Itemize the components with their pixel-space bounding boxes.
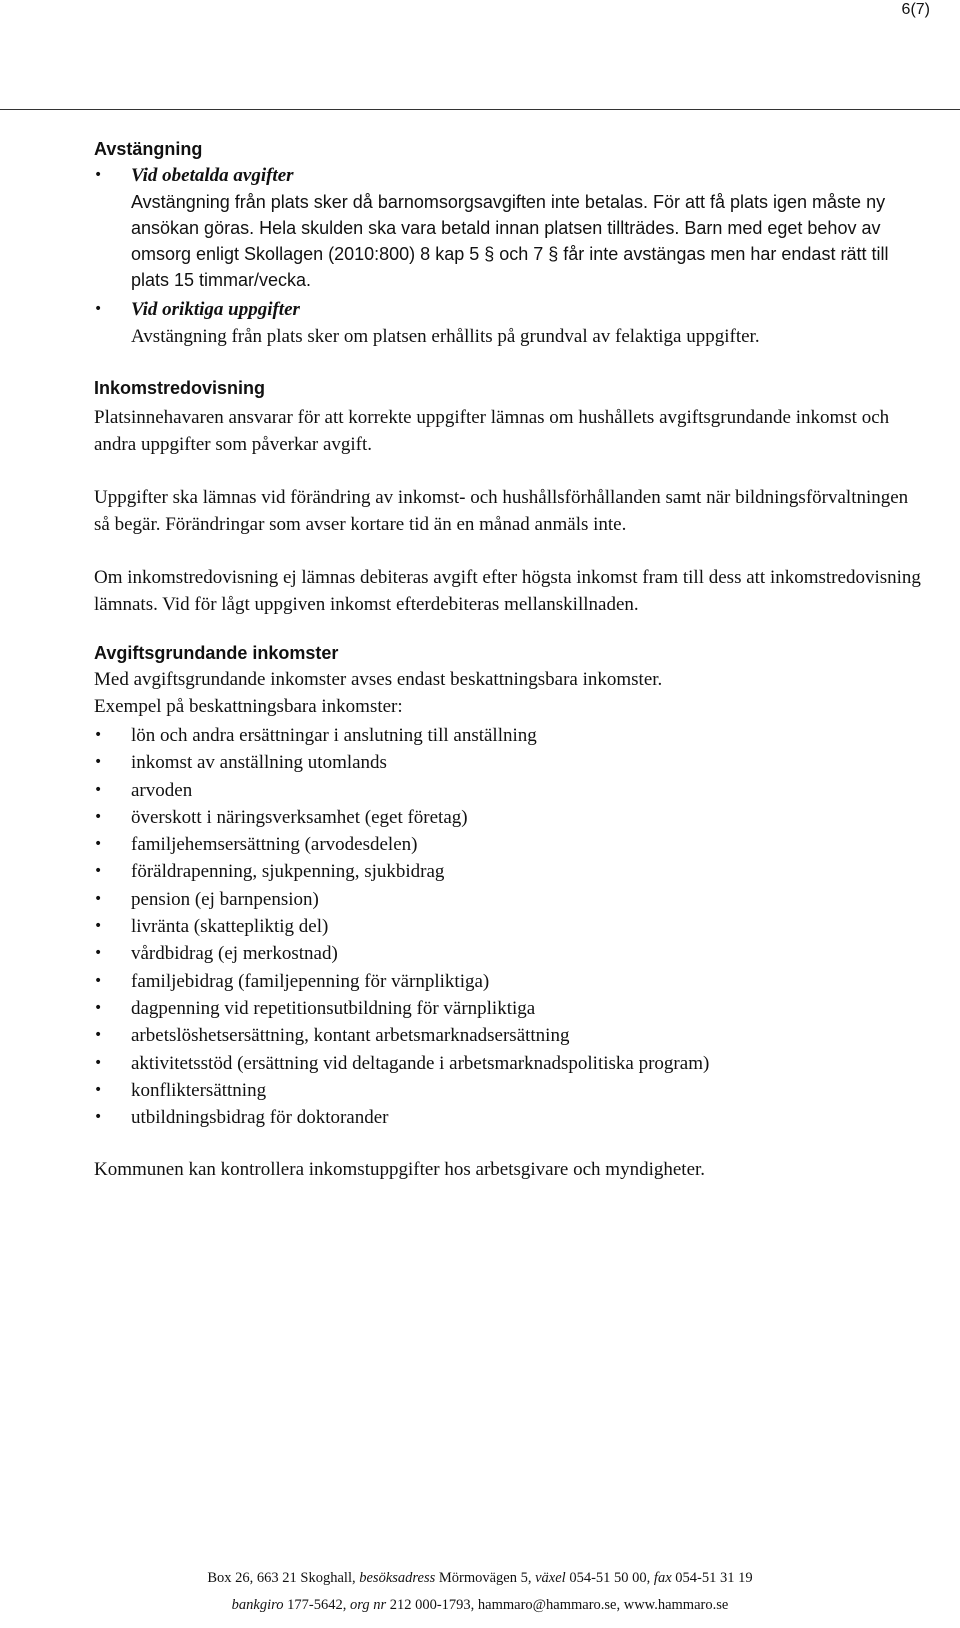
list-item: • föräldrapenning, sjukpenning, sjukbidrag bbox=[94, 858, 924, 885]
subheading-oriktiga: • Vid oriktiga uppgifter bbox=[131, 299, 300, 320]
footer-label: fax bbox=[653, 1570, 672, 1586]
footer-label: växel bbox=[535, 1570, 566, 1586]
footer-text: 177-5642, bbox=[283, 1597, 350, 1613]
heading-avgiftsgrundande: Avgiftsgrundande inkomster bbox=[94, 643, 339, 663]
list-item: • arvoden bbox=[94, 777, 924, 804]
list-item: • familjehemsersättning (arvodesdelen) bbox=[94, 831, 924, 858]
list-item: • arbetslöshetsersättning, kontant arbetsmarknadsersättning bbox=[94, 1022, 924, 1049]
footer-label: besöksadress bbox=[359, 1570, 436, 1586]
list-item: • konfliktersättning bbox=[94, 1077, 924, 1104]
list-item: • pension (ej barnpension) bbox=[94, 886, 924, 913]
paragraph: Uppgifter ska lämnas vid förändring av inkomst- och hushållsförhållanden samt när bildningsförvaltningen så begär. Förändringar som avser kortare tid än en månad anmäls inte. bbox=[94, 487, 909, 535]
footer-text: Mörmovägen 5, bbox=[435, 1570, 536, 1586]
list-item: • livränta (skattepliktig del) bbox=[94, 913, 924, 940]
heading-avstangning: Avstängning bbox=[94, 139, 203, 159]
subheading-obetalda: • Vid obetalda avgifter bbox=[131, 165, 294, 186]
footer-contact bbox=[0, 1597, 960, 1614]
list-item bbox=[94, 162, 924, 293]
income-list bbox=[94, 722, 924, 1131]
footer-label: org nr bbox=[349, 1597, 387, 1613]
footer-address bbox=[0, 1570, 960, 1587]
heading-inkomstredovisning: Inkomstredovisning bbox=[94, 378, 266, 398]
list-item: • familjebidrag (familjepenning för värnpliktiga) bbox=[94, 968, 924, 995]
list-item: • inkomst av anställning utomlands bbox=[94, 749, 924, 776]
list-item bbox=[94, 296, 924, 350]
paragraph-oriktiga: Avstängning från plats sker om platsen erhållits på grundval av felaktiga uppgifter. bbox=[131, 326, 760, 347]
list-item: • överskott i näringsverksamhet (eget företag) bbox=[94, 804, 924, 831]
footer-text: 054-51 50 00, bbox=[565, 1570, 654, 1586]
header-divider bbox=[0, 109, 960, 110]
list-item: • dagpenning vid repetitionsutbildning för värnpliktiga bbox=[94, 995, 924, 1022]
footer-text: 054-51 31 19 bbox=[671, 1570, 753, 1586]
paragraph-intro: Exempel på beskattningsbara inkomster: bbox=[94, 696, 403, 717]
paragraph: Platsinnehavaren ansvarar för att korrekte uppgifter lämnas om hushållets avgiftsgrundande inkomst och andra uppgifter som påverkar avgift. bbox=[94, 407, 890, 455]
document-body bbox=[94, 136, 924, 1183]
footer-text: Box 26, 663 21 Skoghall, bbox=[207, 1570, 360, 1586]
list-item: • utbildningsbidrag för doktorander bbox=[94, 1104, 924, 1131]
paragraph-closing: Kommunen kan kontrollera inkomstuppgifter hos arbetsgivare och myndigheter. bbox=[94, 1159, 706, 1181]
footer-label: bankgiro bbox=[231, 1597, 284, 1613]
list-item: • lön och andra ersättningar i anslutning till anställning bbox=[94, 722, 924, 749]
paragraph: Om inkomstredovisning ej lämnas debiteras avgift efter högsta inkomst fram till dess att inkomstredovisning lämnats. Vid för lågt uppgiven inkomst efterdebiteras mellanskillnaden. bbox=[94, 567, 921, 615]
page-number: 6(7) bbox=[901, 1, 930, 18]
footer-text: 212 000-1793, hammaro@hammaro.se, www.hammaro.se bbox=[386, 1597, 729, 1613]
paragraph-intro: Med avgiftsgrundande inkomster avses endast beskattningsbara inkomster. bbox=[94, 669, 663, 690]
list-item: • vårdbidrag (ej merkostnad) bbox=[94, 940, 924, 967]
avstangning-list bbox=[94, 162, 924, 350]
list-item: • aktivitetsstöd (ersättning vid deltagande i arbetsmarknadspolitiska program) bbox=[94, 1050, 924, 1077]
paragraph-obetalda: Avstängning från plats sker då barnomsorgsavgiften inte betalas. För att få plats igen måste ny ansökan göras. Hela skulden ska vara betald innan platsen tillträdes. Barn med eget behov av omsorg enligt Skollagen (2010:800) 8 kap 5 § och 7 § får inte avstängas men har endast rätt till plats 15 timmar/vecka. bbox=[131, 192, 889, 290]
